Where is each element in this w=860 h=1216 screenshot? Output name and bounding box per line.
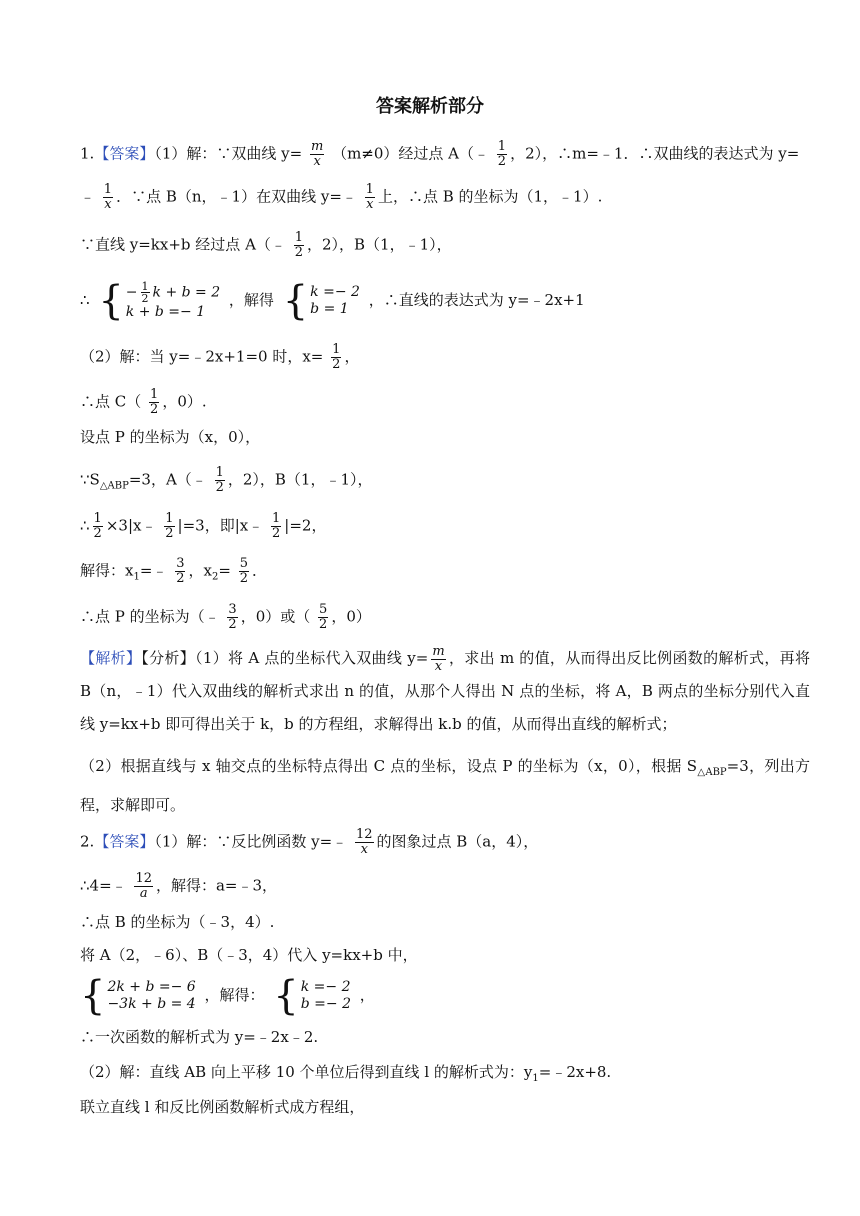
answer-tag: 【答案】 <box>94 144 155 163</box>
text: 解得：x <box>80 561 134 580</box>
text: ，∴直线的表达式为 y=﹣2x+1 <box>368 291 585 309</box>
fraction: $\frac{1}{x}$ <box>365 182 374 212</box>
q1-line3 <box>80 231 452 260</box>
fraction: $\frac{1}{2}$ <box>93 511 102 541</box>
text: ，0）. <box>162 392 207 411</box>
q1-line8 <box>80 466 373 497</box>
fraction: $\frac{1}{2}$ <box>272 511 281 541</box>
fraction: $\frac{5}{2}$ <box>319 602 328 632</box>
text: ． <box>251 561 267 580</box>
q2-line8: 联立直线 l 和反比例函数解析式成方程组， <box>80 1098 365 1116</box>
text: =3，列出方程，求解即可。 <box>80 757 810 814</box>
text: ，0） <box>331 607 371 626</box>
equation-system: { − $\frac{1}{2}$ k + b = 2 k + b =− 1 <box>98 278 221 324</box>
q1-number: 1. <box>80 144 95 163</box>
text: （2）解：当 y=﹣2x+1=0 时，x= <box>80 347 324 366</box>
fraction: $\frac{5}{2}$ <box>239 556 248 586</box>
text: （2）解：直线 AB 向上平移 10 个单位后得到直线 l 的解析式为：y <box>80 1063 533 1081</box>
text: ∴ <box>80 291 90 309</box>
fraction: $\frac{12}{x}$ <box>355 827 373 857</box>
text: ∵S <box>80 470 100 489</box>
text: （2）根据直线与 x 轴交点的坐标特点得出 C 点的坐标，设点 P 的坐标为（x，0），根据 S <box>80 757 698 775</box>
fraction: $\frac{m}{x}$ <box>310 139 324 169</box>
subscript: 1 <box>532 1073 539 1084</box>
fraction: $\frac{12}{a}$ <box>135 871 152 901</box>
text: （1）解：∵双曲线 y= <box>154 144 303 163</box>
text: ， <box>359 986 375 1004</box>
fraction: $\frac{1}{2}$ <box>294 230 303 260</box>
text: （m≠0）经过点 A（﹣ <box>332 144 490 163</box>
text: ∴点 P 的坐标为（﹣ <box>80 607 220 626</box>
equation-system: { k =− 2 b = 1 <box>282 278 360 324</box>
fraction: $\frac{1}{2}$ <box>150 387 159 417</box>
q2-line7 <box>80 1062 611 1089</box>
analysis-paragraph <box>80 642 810 741</box>
fraction: $\frac{1}{2}$ <box>165 511 174 541</box>
text: ，0）或（ <box>240 607 311 626</box>
text: ，2），B（1，﹣1）， <box>306 235 452 254</box>
q1-line4 <box>80 278 585 324</box>
q1-line6 <box>80 388 207 417</box>
text: ，x <box>188 561 212 580</box>
q2-line3: ∴点 B 的坐标为（﹣3，4）. <box>80 913 275 931</box>
text: ，解得：a=﹣3， <box>155 876 278 895</box>
analysis-paragraph-2 <box>80 750 810 822</box>
fraction: $\frac{1}{x}$ <box>103 182 113 212</box>
equation-system: { 2k + b =− 6 −3k + b = 4 <box>80 973 196 1019</box>
text: ，2），∴m=﹣1．∴双曲线的表达式为 y= <box>510 144 800 163</box>
fraction: $\frac{3}{2}$ <box>228 602 237 632</box>
fraction: $\frac{m}{x}$ <box>432 643 445 674</box>
fraction: $\frac{1}{2}$ <box>215 465 224 495</box>
text: 【分析】（1）将 A 点的坐标代入双曲线 y= <box>141 649 429 667</box>
text: ，2），B（1，﹣1）， <box>227 470 373 489</box>
text: ∴4=﹣ <box>80 876 127 895</box>
q1-line10 <box>80 557 267 588</box>
q2-line1 <box>80 828 538 857</box>
text: 上，∴点 B 的坐标为（1，﹣1）. <box>377 187 603 206</box>
text: =﹣ <box>139 561 168 580</box>
q2-line6: ∴一次函数的解析式为 y=﹣2x﹣2. <box>80 1028 319 1046</box>
fraction: $\frac{1}{2}$ <box>497 139 507 169</box>
text: ×3|x﹣ <box>105 516 157 535</box>
text: |=3，即|x﹣ <box>177 516 264 535</box>
subscript: △ABP <box>697 767 727 778</box>
q1-line9 <box>80 512 326 541</box>
fraction: $\frac{3}{2}$ <box>176 556 185 586</box>
q1-line7: 设点 P 的坐标为（x，0）， <box>80 428 261 446</box>
q2-line5 <box>80 973 375 1019</box>
text: ，解得： <box>204 986 265 1004</box>
q2-line2 <box>80 872 277 901</box>
equation-system: { k =− 2 b =− 2 <box>273 973 351 1019</box>
page-title: 答案解析部分 <box>376 96 484 117</box>
analysis-tag: 【解析】 <box>80 649 142 667</box>
text: 的图象过点 B（a，4）， <box>376 832 539 851</box>
q1-line5 <box>80 343 359 372</box>
text: ∴点 C（ <box>80 392 142 411</box>
text: ∴ <box>80 516 90 535</box>
text: ，求出 m 的值，从而得出反比例函数的解析式，再将 B（n，﹣1）代入双曲线的解析式求出 n 的值，从那个人得出 N 点的坐标，将 A，B 两点的坐标分别代入直线 y=kx+b 即可得出关于 k，b 的方程组，求解得出 k.b 的值，从而得出直线的解析式； <box>80 649 810 733</box>
q1-line11 <box>80 603 371 632</box>
subscript: 2 <box>211 571 219 583</box>
text: ﹣ <box>80 187 96 206</box>
text: = <box>218 561 231 580</box>
text: ．∵点 B（n，﹣1）在双曲线 y=﹣ <box>116 187 357 206</box>
subscript: 1 <box>133 571 140 583</box>
answer-tag: 【答案】 <box>94 832 155 851</box>
text: （1）解：∵反比例函数 y=﹣ <box>154 832 348 851</box>
subscript: △ABP <box>99 480 129 492</box>
text: |=2， <box>284 516 327 535</box>
fraction: $\frac{1}{2}$ <box>332 342 341 372</box>
text: =3，A（﹣ <box>128 470 207 489</box>
q1-line2 <box>80 183 602 212</box>
q2-line4: 将 A（2，﹣6）、B（﹣3，4）代入 y=kx+b 中， <box>80 946 418 964</box>
q2-number: 2. <box>80 832 95 851</box>
text: ，解得 <box>228 291 274 309</box>
q1-line1 <box>80 140 799 169</box>
text: =﹣2x+8. <box>538 1063 612 1081</box>
text: ， <box>344 347 360 366</box>
text: ∵直线 y=kx+b 经过点 A（﹣ <box>80 235 286 254</box>
